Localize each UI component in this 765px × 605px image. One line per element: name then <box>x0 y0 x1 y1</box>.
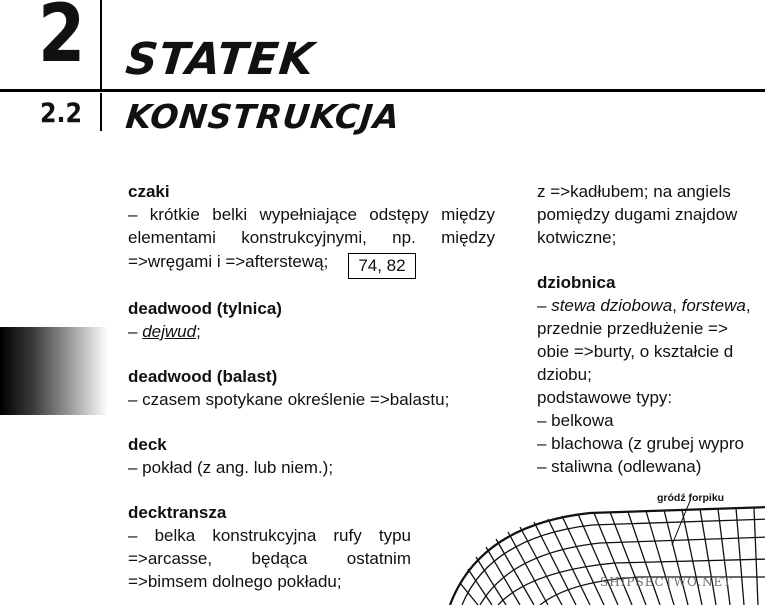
entry-definition: – belka konstrukcyjna rufy typu =>arcasse, będąca ostatnim =>bimsem dolnego pokładu; <box>128 526 411 591</box>
continued-line: z =>kadłubem; na angiels <box>537 182 731 201</box>
entry-definition: – stewa dziobowa, forstewa, <box>537 296 751 315</box>
section-number: 2.2 <box>40 98 83 129</box>
entry-term: dziobnica <box>537 273 616 292</box>
definition-line: obie =>burty, o kształcie d <box>537 342 734 361</box>
entry-definition: – krótkie belki wypełniające odstępy między elementami konstrukcyjnymi, np. między =>wręgami i =>afterstewą; 74, 82 <box>128 203 495 275</box>
section-divider <box>100 93 102 131</box>
entry-term: deadwood (balast) <box>128 367 278 386</box>
entry-dziobnica <box>537 271 765 478</box>
entry-deadwood-tylnica <box>128 297 495 343</box>
continued-line: kotwiczne; <box>537 228 617 247</box>
page-reference-box: 74, 82 <box>348 253 415 279</box>
definition-line: dziobu; <box>537 365 592 384</box>
definition-line: – staliwna (odlewana) <box>537 457 702 476</box>
glossary-column-right <box>537 180 765 478</box>
entry-definition: – dejwud; <box>128 322 201 341</box>
definition-line: przednie przedłużenie => <box>537 319 728 338</box>
chapter-title: STATEK <box>123 34 318 85</box>
chapter-number: 2 <box>38 0 84 80</box>
entry-term: czaki <box>128 182 170 201</box>
entry-term: decktransza <box>128 503 227 522</box>
page-edge-tab <box>0 327 108 415</box>
definition-line: – blachowa (z grubej wypro <box>537 434 744 453</box>
chapter-divider <box>100 0 102 89</box>
continued-line: pomiędzy dugami znajdow <box>537 205 738 224</box>
cross-reference-link[interactable]: dejwud <box>142 322 197 341</box>
entry-term: deck <box>128 435 167 454</box>
section-title: KONSTRUKCJA <box>123 97 403 136</box>
figure-label: gródź forpiku <box>657 492 725 504</box>
entry-definition: – pokład (z ang. lub niem.); <box>128 458 334 477</box>
entry-deck <box>128 433 495 479</box>
entry-term: deadwood (tylnica) <box>128 299 282 318</box>
entry-definition: – czasem spotykane określenie =>balastu; <box>128 390 450 409</box>
header-rule <box>0 89 765 92</box>
entry-deadwood-balast <box>128 365 495 411</box>
watermark: SHIPSECTWO.NET <box>600 575 733 589</box>
entry-czaki <box>128 180 495 275</box>
definition-line: podstawowe typy: <box>537 388 673 407</box>
definition-line: – belkowa <box>537 411 614 430</box>
